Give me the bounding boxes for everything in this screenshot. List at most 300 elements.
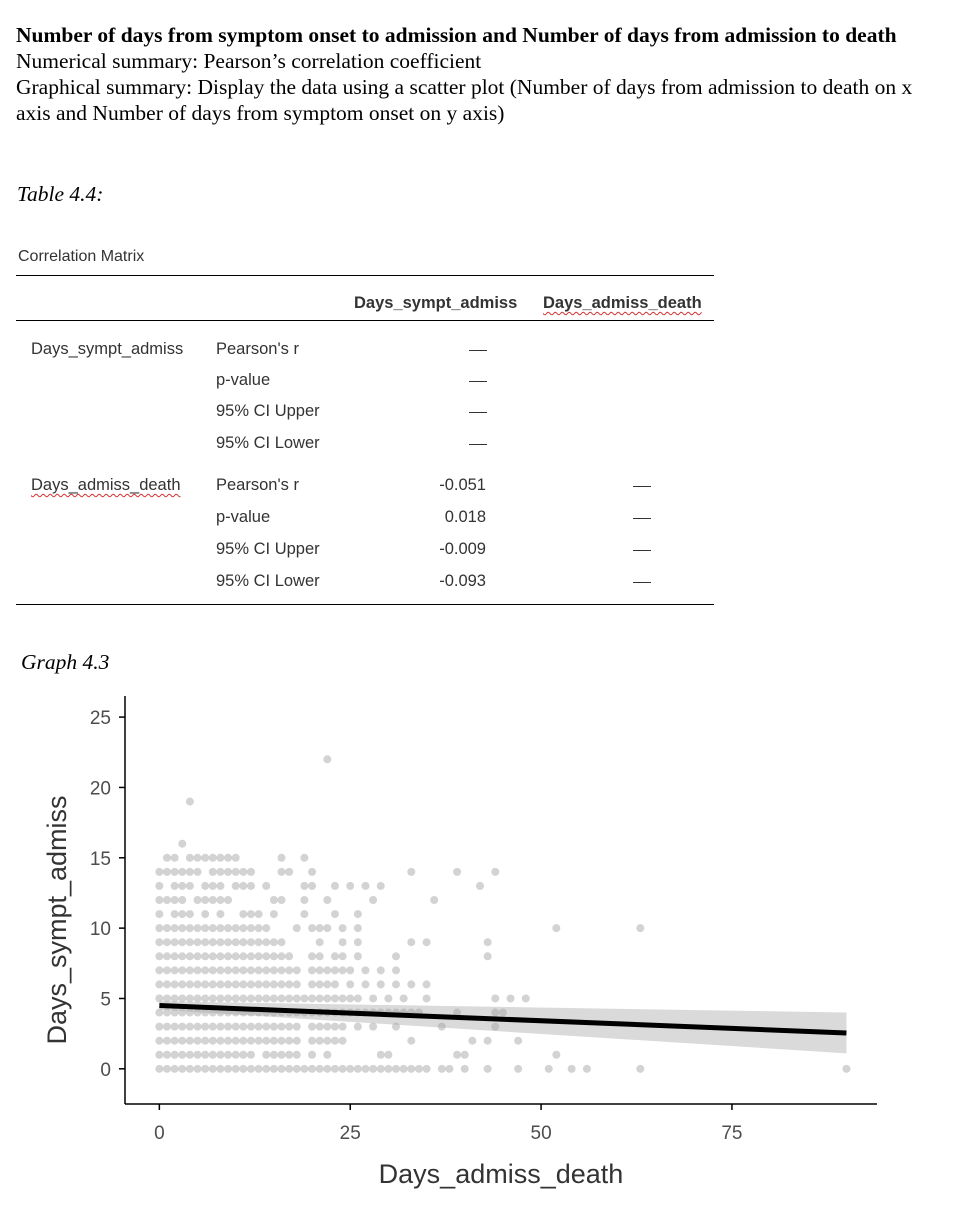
data-point xyxy=(293,1037,301,1045)
data-point xyxy=(216,910,224,918)
data-point xyxy=(163,896,171,904)
data-point xyxy=(224,952,232,960)
data-point xyxy=(239,952,247,960)
data-point xyxy=(247,994,255,1002)
data-point xyxy=(285,966,293,974)
data-point xyxy=(155,1023,163,1031)
data-point xyxy=(423,980,431,988)
data-point xyxy=(415,1065,423,1073)
data-point xyxy=(209,994,217,1002)
data-point xyxy=(201,910,209,918)
data-point xyxy=(247,966,255,974)
data-point xyxy=(216,882,224,890)
data-point xyxy=(568,1065,576,1073)
data-point xyxy=(278,1037,286,1045)
empty-cell-dash xyxy=(469,444,487,445)
data-point xyxy=(178,840,186,848)
data-point xyxy=(331,1065,339,1073)
data-point xyxy=(339,1037,347,1045)
data-point xyxy=(255,910,263,918)
data-point xyxy=(178,1065,186,1073)
data-point xyxy=(323,896,331,904)
data-point xyxy=(171,994,179,1002)
data-point xyxy=(178,966,186,974)
data-point xyxy=(224,868,232,876)
data-point xyxy=(171,966,179,974)
data-point xyxy=(278,854,286,862)
data-point xyxy=(239,994,247,1002)
data-point xyxy=(209,854,217,862)
data-point xyxy=(255,966,263,974)
data-point xyxy=(247,868,255,876)
data-point xyxy=(392,952,400,960)
data-point xyxy=(155,994,163,1002)
data-point xyxy=(178,1051,186,1059)
data-point xyxy=(377,1065,385,1073)
data-point xyxy=(155,910,163,918)
data-point xyxy=(636,1065,644,1073)
data-point xyxy=(201,1051,209,1059)
x-tick-label: 25 xyxy=(339,1123,361,1144)
data-point xyxy=(331,882,339,890)
data-point xyxy=(224,924,232,932)
data-point xyxy=(186,1023,194,1031)
stat-label-p-value: p-value xyxy=(216,508,271,526)
data-point xyxy=(346,994,354,1002)
data-point xyxy=(209,924,217,932)
data-point xyxy=(171,882,179,890)
empty-cell-dash xyxy=(633,518,651,519)
data-point xyxy=(186,994,194,1002)
data-point xyxy=(407,1037,415,1045)
data-point xyxy=(308,1065,316,1073)
y-tick-label: 25 xyxy=(89,708,111,730)
data-point xyxy=(232,938,240,946)
data-point xyxy=(285,868,293,876)
data-point xyxy=(209,980,217,988)
data-point xyxy=(484,938,492,946)
data-point xyxy=(339,924,347,932)
data-point xyxy=(224,980,232,988)
data-point xyxy=(155,896,163,904)
data-point xyxy=(194,1065,202,1073)
data-point xyxy=(247,924,255,932)
data-point xyxy=(331,966,339,974)
data-point xyxy=(262,938,270,946)
data-point xyxy=(476,882,484,890)
data-point xyxy=(224,854,232,862)
data-point xyxy=(438,1065,446,1073)
data-point xyxy=(339,966,347,974)
column-header-days-admiss-death: Days_admiss_death xyxy=(543,294,702,312)
y-tick-label: 0 xyxy=(100,1059,111,1081)
data-point xyxy=(285,1037,293,1045)
data-point xyxy=(216,1023,224,1031)
data-point xyxy=(308,980,316,988)
empty-cell-dash xyxy=(633,550,651,551)
data-point xyxy=(224,896,232,904)
data-point xyxy=(583,1065,591,1073)
data-point xyxy=(293,1023,301,1031)
data-point xyxy=(232,882,240,890)
data-point xyxy=(178,882,186,890)
data-point xyxy=(247,952,255,960)
stat-label-ci-upper: 95% CI Upper xyxy=(216,402,320,420)
data-point xyxy=(377,1051,385,1059)
data-point xyxy=(194,924,202,932)
data-point xyxy=(339,1065,347,1073)
data-point xyxy=(186,798,194,806)
data-point xyxy=(155,882,163,890)
data-point xyxy=(171,1009,179,1017)
data-point xyxy=(232,980,240,988)
data-point xyxy=(155,952,163,960)
data-point xyxy=(522,994,530,1002)
data-point xyxy=(270,1065,278,1073)
data-point xyxy=(171,938,179,946)
data-point xyxy=(285,994,293,1002)
data-point xyxy=(209,1051,217,1059)
data-point xyxy=(163,952,171,960)
empty-cell-dash xyxy=(633,486,651,487)
data-point xyxy=(323,1023,331,1031)
data-point xyxy=(194,896,202,904)
data-point xyxy=(369,896,377,904)
data-point xyxy=(186,980,194,988)
data-point xyxy=(308,966,316,974)
data-point xyxy=(293,980,301,988)
data-point xyxy=(255,952,263,960)
data-point xyxy=(323,994,331,1002)
data-point xyxy=(308,1037,316,1045)
data-point xyxy=(171,1065,179,1073)
data-point xyxy=(247,1051,255,1059)
data-point xyxy=(369,994,377,1002)
data-point xyxy=(194,1023,202,1031)
data-point xyxy=(224,938,232,946)
data-point xyxy=(224,966,232,974)
empty-cell-dash xyxy=(633,582,651,583)
data-point xyxy=(178,1023,186,1031)
data-point xyxy=(247,882,255,890)
data-point xyxy=(323,1051,331,1059)
data-point xyxy=(308,868,316,876)
cell-r2-c1-p-value: 0.018 xyxy=(444,508,486,526)
data-point xyxy=(278,1065,286,1073)
data-point xyxy=(232,924,240,932)
data-point xyxy=(232,994,240,1002)
data-point xyxy=(270,896,278,904)
data-point xyxy=(507,994,515,1002)
data-point xyxy=(216,1051,224,1059)
data-point xyxy=(545,1065,553,1073)
data-point xyxy=(201,854,209,862)
data-point xyxy=(270,1023,278,1031)
data-point xyxy=(491,1023,499,1031)
data-point xyxy=(316,966,324,974)
data-point xyxy=(239,1037,247,1045)
data-point xyxy=(270,1051,278,1059)
data-point xyxy=(224,1037,232,1045)
data-point xyxy=(201,1065,209,1073)
data-point xyxy=(216,896,224,904)
x-axis-title: Days_admiss_death xyxy=(378,1159,624,1189)
data-point xyxy=(339,938,347,946)
data-point xyxy=(423,994,431,1002)
data-point xyxy=(239,924,247,932)
intro-text xyxy=(16,22,916,126)
data-point xyxy=(171,1037,179,1045)
empty-cell-dash xyxy=(469,381,487,382)
data-point xyxy=(270,994,278,1002)
data-point xyxy=(423,938,431,946)
data-point xyxy=(201,966,209,974)
data-point xyxy=(384,1065,392,1073)
data-point xyxy=(354,924,362,932)
data-point xyxy=(163,966,171,974)
data-point xyxy=(453,868,461,876)
data-point xyxy=(278,1023,286,1031)
data-point xyxy=(270,952,278,960)
data-point xyxy=(255,980,263,988)
data-point xyxy=(171,952,179,960)
data-point xyxy=(255,1023,263,1031)
data-point xyxy=(194,938,202,946)
data-point xyxy=(171,924,179,932)
data-point xyxy=(163,854,171,862)
data-point xyxy=(392,1023,400,1031)
data-point xyxy=(255,924,263,932)
table-top-rule xyxy=(16,275,714,276)
data-point xyxy=(552,1051,560,1059)
data-point xyxy=(209,938,217,946)
data-point xyxy=(186,882,194,890)
data-point xyxy=(255,1065,263,1073)
data-point xyxy=(163,924,171,932)
data-point xyxy=(461,1065,469,1073)
data-point xyxy=(308,1023,316,1031)
data-point xyxy=(278,896,286,904)
data-point xyxy=(209,882,217,890)
data-point xyxy=(163,1023,171,1031)
data-point xyxy=(194,966,202,974)
data-point xyxy=(407,868,415,876)
data-point xyxy=(216,966,224,974)
data-point xyxy=(293,966,301,974)
data-point xyxy=(491,994,499,1002)
data-point xyxy=(354,1065,362,1073)
data-point xyxy=(194,980,202,988)
data-point xyxy=(216,1037,224,1045)
data-point xyxy=(323,966,331,974)
data-point xyxy=(636,924,644,932)
data-point xyxy=(239,938,247,946)
data-point xyxy=(331,980,339,988)
data-point xyxy=(323,980,331,988)
data-point xyxy=(270,966,278,974)
data-point xyxy=(339,952,347,960)
cell-r2-c1-ci-upper: -0.009 xyxy=(439,540,486,558)
data-point xyxy=(186,868,194,876)
data-point xyxy=(232,1051,240,1059)
data-point xyxy=(232,966,240,974)
data-point xyxy=(155,868,163,876)
data-point xyxy=(186,910,194,918)
data-point xyxy=(186,952,194,960)
data-point xyxy=(423,1065,431,1073)
stat-label-pearson-r: Pearson's r xyxy=(216,476,299,494)
data-point xyxy=(285,1051,293,1059)
data-point xyxy=(171,980,179,988)
empty-cell-dash xyxy=(469,412,487,413)
data-point xyxy=(377,966,385,974)
data-point xyxy=(239,1023,247,1031)
data-point xyxy=(499,1009,507,1017)
data-point xyxy=(232,868,240,876)
data-point xyxy=(270,980,278,988)
data-point xyxy=(407,938,415,946)
data-point xyxy=(438,1023,446,1031)
data-point xyxy=(178,910,186,918)
data-point xyxy=(163,994,171,1002)
data-point xyxy=(377,980,385,988)
data-point xyxy=(216,1065,224,1073)
data-point xyxy=(186,938,194,946)
data-point xyxy=(552,924,560,932)
data-point xyxy=(300,1065,308,1073)
data-point xyxy=(377,882,385,890)
data-point xyxy=(209,868,217,876)
stat-label-ci-lower: 95% CI Lower xyxy=(216,572,320,590)
data-point xyxy=(209,896,217,904)
data-point xyxy=(400,994,408,1002)
data-point xyxy=(163,868,171,876)
data-point xyxy=(201,882,209,890)
data-point xyxy=(361,980,369,988)
data-point xyxy=(216,938,224,946)
data-point xyxy=(430,896,438,904)
data-point xyxy=(316,924,324,932)
y-tick-label: 15 xyxy=(89,848,111,870)
data-point xyxy=(239,868,247,876)
data-point xyxy=(194,868,202,876)
data-point xyxy=(262,994,270,1002)
column-header-days-sympt-admiss: Days_sympt_admiss xyxy=(354,294,518,312)
data-point xyxy=(201,924,209,932)
data-point xyxy=(293,924,301,932)
data-point xyxy=(514,1065,522,1073)
data-point xyxy=(285,1023,293,1031)
data-point xyxy=(163,980,171,988)
data-point xyxy=(285,980,293,988)
data-point xyxy=(308,1051,316,1059)
data-point xyxy=(262,952,270,960)
data-point xyxy=(300,896,308,904)
data-point xyxy=(354,994,362,1002)
data-point xyxy=(209,1065,217,1073)
data-point xyxy=(216,854,224,862)
data-point xyxy=(186,1065,194,1073)
data-point xyxy=(178,868,186,876)
data-point xyxy=(216,868,224,876)
data-point xyxy=(194,854,202,862)
data-point xyxy=(323,1065,331,1073)
data-point xyxy=(247,980,255,988)
data-point xyxy=(186,854,194,862)
data-point xyxy=(194,1009,202,1017)
data-point xyxy=(247,910,255,918)
data-point xyxy=(392,1065,400,1073)
data-point xyxy=(247,1037,255,1045)
data-point xyxy=(178,994,186,1002)
data-point xyxy=(484,952,492,960)
data-point xyxy=(300,994,308,1002)
data-point xyxy=(201,1023,209,1031)
data-point xyxy=(278,952,286,960)
data-point xyxy=(392,980,400,988)
y-tick-label: 20 xyxy=(89,778,111,800)
data-point xyxy=(346,882,354,890)
data-point xyxy=(232,952,240,960)
data-point xyxy=(316,1023,324,1031)
data-point xyxy=(331,1023,339,1031)
x-tick-label: 0 xyxy=(154,1123,165,1144)
data-point xyxy=(201,952,209,960)
data-point xyxy=(262,1065,270,1073)
data-point xyxy=(178,938,186,946)
data-point xyxy=(224,994,232,1002)
data-point xyxy=(255,994,263,1002)
data-point xyxy=(842,1065,850,1073)
data-point xyxy=(491,868,499,876)
data-point xyxy=(171,1023,179,1031)
data-point xyxy=(278,980,286,988)
data-point xyxy=(239,882,247,890)
row-name-days-sympt-admiss: Days_sympt_admiss xyxy=(31,340,184,358)
data-point xyxy=(186,924,194,932)
table-title: Correlation Matrix xyxy=(18,248,145,265)
data-point xyxy=(445,1065,453,1073)
data-point xyxy=(346,966,354,974)
data-point xyxy=(331,952,339,960)
data-point xyxy=(293,994,301,1002)
data-point xyxy=(262,882,270,890)
data-point xyxy=(514,1037,522,1045)
data-point xyxy=(155,938,163,946)
data-point xyxy=(186,1051,194,1059)
data-point xyxy=(155,1009,163,1017)
data-point xyxy=(369,1023,377,1031)
data-point xyxy=(194,952,202,960)
data-point xyxy=(232,1037,240,1045)
stat-label-ci-lower: 95% CI Lower xyxy=(216,434,320,452)
data-point xyxy=(308,952,316,960)
data-point xyxy=(201,896,209,904)
data-point xyxy=(163,1009,171,1017)
data-point xyxy=(400,1065,408,1073)
data-point xyxy=(216,994,224,1002)
data-point xyxy=(201,938,209,946)
data-point xyxy=(178,952,186,960)
data-point xyxy=(171,896,179,904)
data-point xyxy=(293,1065,301,1073)
data-point xyxy=(209,1023,217,1031)
numerical-summary: Numerical summary: Pearson’s correlation coefficient xyxy=(16,49,482,73)
data-point xyxy=(178,1009,186,1017)
data-point xyxy=(262,924,270,932)
data-point xyxy=(346,980,354,988)
data-point xyxy=(262,980,270,988)
